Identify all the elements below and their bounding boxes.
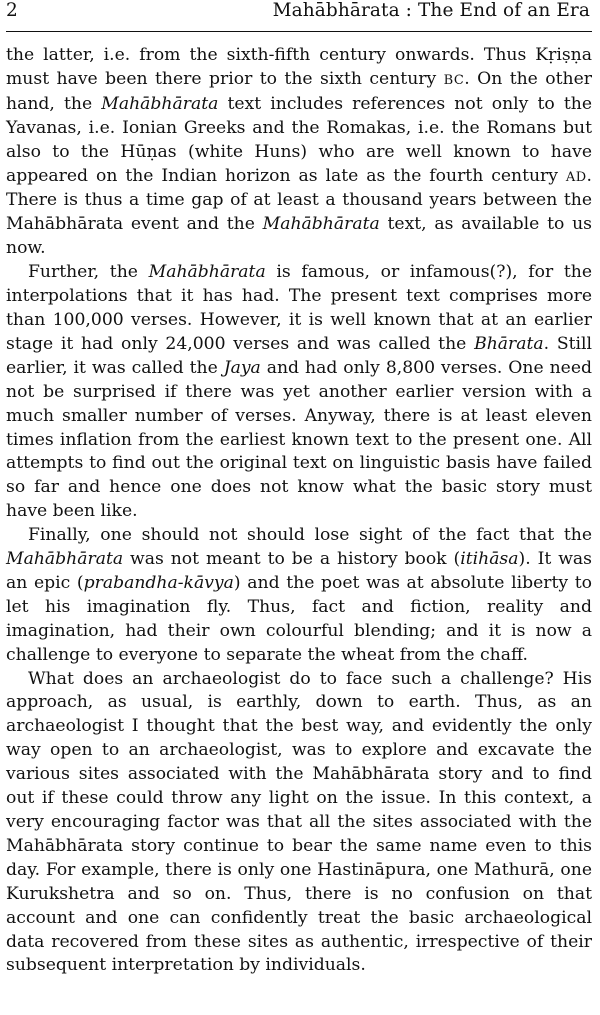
text-segment: What does an archaeologist do to face such a challenge? His approach, as usual, is earthly, down to earth. Thus, as an archaeologist I thought that the best way, and evidently the only way open to an archaeologist, was to explore and excavate the various sites associated with the Mahābhārata story and to find out if these could throw any light on the issue. In this context, a very encouraging factor was that all the sites associated with the Mahābhārata story continue to bear the same name even to this day. For example, there is only one Hastināpura, one Mathurā, one Kurukshetra and so on. Thus, there is no confusion on that account and one can confidently treat the basic archaeological data recovered from these sites as authentic, irrespective of their subsequent interpretation by individuals. <box>6 668 592 976</box>
page-number: 2 <box>6 0 18 21</box>
text-segment: is famous, or infamous(?), for the interpolations that it has had. The present text comprises more than 100,000 verses. However, it is well known that at an earlier stage it had only 24,000 verses and was called the <box>6 262 592 354</box>
page-body <box>6 44 592 978</box>
paragraph-3 <box>6 524 592 667</box>
italic-term: Mahābhārata <box>6 549 124 570</box>
text-segment: . Still earlier, it was called the <box>6 333 592 378</box>
text-segment: the latter, i.e. from the sixth-fifth century onwards. Thus Kṛiṣṇa must have been there prior to the sixth century <box>6 45 592 89</box>
text-segment: was not meant to be a history book ( <box>123 549 461 570</box>
italic-term: Mahābhārata <box>262 214 380 235</box>
paragraph-1 <box>6 44 592 261</box>
text-segment: . There is thus a time gap of at least a thousand years between the Mahābhārata event and the <box>6 165 592 235</box>
era-abbreviation: BC <box>443 72 465 88</box>
text-segment: ). It was an epic ( <box>6 549 592 593</box>
text-segment: Finally, one should not should lose sight of the fact that the <box>28 525 592 546</box>
text-segment: text includes references not only to the Yavanas, i.e. Ionian Greeks and the Romakas, i.e. the Romans but also to the Hūṇas (white Huns) who are well known to have appeared on the Indian horizon as late as the fourth century <box>6 93 592 186</box>
italic-term: Bhārata <box>474 333 544 354</box>
text-segment: ) and the poet was at absolute liberty to let his imagination fly. Thus, fact and fiction, reality and imagination, had their own colourful blending; and it is now a challenge to everyone to separate the wheat from the chaff. <box>6 572 592 665</box>
text-segment: and had only 8,800 verses. One need not be surprised if there was yet another earlier version with a much smaller number of verses. Anyway, there is at least eleven times inflation from the earliest known text to the present one. All attempts to find out the original text on linguistic basis have failed so far and hence one does not know what the basic story must have been like. <box>6 357 592 522</box>
text-segment: . On the other hand, the <box>6 68 593 114</box>
paragraph-2 <box>6 261 592 524</box>
italic-term: Jaya <box>223 357 261 378</box>
text-segment: Further, the <box>28 262 149 283</box>
italic-term: prabandha-kāvya <box>83 572 234 593</box>
era-abbreviation: AD <box>565 169 587 185</box>
italic-term: Mahābhārata <box>148 262 266 283</box>
paragraph-4 <box>6 668 592 979</box>
running-title: Mahābhārata : The End of an Era <box>272 0 590 21</box>
running-header <box>6 0 592 32</box>
italic-term: itihāsa <box>460 549 519 570</box>
italic-term: Mahābhārata <box>101 93 219 114</box>
text-segment: text, as available to us now. <box>6 214 592 259</box>
